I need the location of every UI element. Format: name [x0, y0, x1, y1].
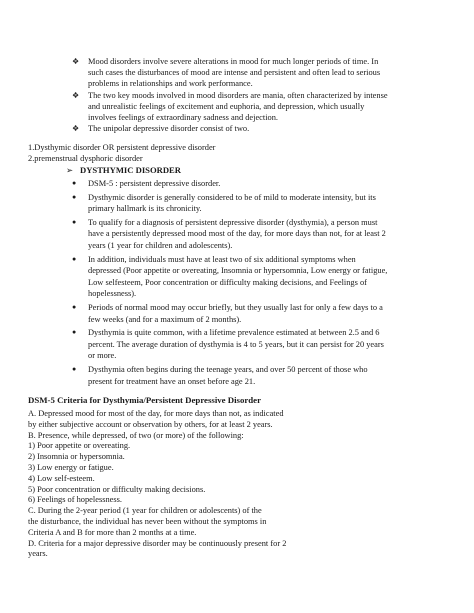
intro-line: involves feelings of extraordinary sadness and dejection.: [88, 113, 279, 123]
bullet-line: Dysthymia often begins during the teenage years, and over 50 percent of those who: [88, 364, 368, 374]
bullet-line: present for treatment have an onset before age 21.: [88, 376, 256, 386]
criteria-line: years.: [28, 549, 48, 559]
criteria-line: 1) Poor appetite or overeating.: [28, 441, 131, 451]
bullet-dot-icon: ●: [72, 302, 77, 311]
criteria-line: the disturbance, the individual has never been without the symptoms in: [28, 516, 267, 526]
intro-line: Mood disorders involve severe alterations in mood for much longer periods of time. In: [88, 57, 379, 66]
bullet-line: Periods of normal mood may occur briefly, but they usually last for only a few days to a: [88, 302, 383, 312]
bullet-line: primary hallmark is its chronicity.: [88, 204, 202, 214]
bullet-line: Low selfesteem, Poor concentration or difficulty making decisions, and Feelings of: [88, 277, 367, 287]
criteria-line: 2) Insomnia or hypersomnia.: [28, 452, 125, 462]
bullet-line: have a persistently depressed mood most of the day, for more days than not, for at least 2: [88, 229, 386, 239]
criteria-line: C. During the 2-year period (1 year for children or adolescents) of the: [28, 506, 262, 516]
criteria-line: 4) Low self-esteem.: [28, 473, 95, 483]
criteria-line: D. Criteria for a major depressive disorder may be continuously present for 2: [28, 538, 287, 548]
intro-bullets: [72, 56, 432, 134]
bullet-dot-icon: ●: [72, 328, 77, 337]
diamond-bullet-icon: ❖: [72, 57, 80, 66]
bullet-line: hopelessness).: [88, 289, 137, 299]
dysthymic-bullets: [72, 178, 428, 389]
bullet-dot-icon: ●: [72, 364, 77, 373]
criteria-line: 3) Low energy or fatigue.: [28, 462, 114, 472]
criteria-line: 6) Feelings of hopelessness.: [28, 495, 122, 505]
intro-line: such cases the disturbances of mood are intense and persistent and often lead to serious: [88, 68, 381, 78]
numbered-item: 2.premenstrual dysphoric disorder: [28, 154, 143, 164]
arrow-bullet-icon: ➢: [66, 165, 74, 175]
criteria-line: 5) Poor concentration or difficulty making decisions.: [28, 484, 206, 494]
bullet-item: [72, 178, 428, 190]
bullet-line: Dysthymia is quite common, with a lifetime prevalence estimated at between 2.5 and 6: [88, 328, 380, 338]
numbered-item: 1.Dysthymic disorder OR persistent depressive disorder: [28, 143, 216, 152]
intro-bullet: [72, 123, 432, 134]
intro-bullet: [72, 56, 432, 90]
intro-line: The two key moods involved in mood disorders are mania, often characterized by intense: [88, 90, 388, 100]
bullet-item: [72, 327, 428, 362]
bullet-line: In addition, individuals must have at least two of six additional symptoms when: [88, 254, 356, 264]
bullet-line: or more.: [88, 351, 117, 361]
bullet-dot-icon: ●: [72, 179, 77, 187]
bullet-item: [72, 302, 428, 325]
bullet-item: [72, 254, 428, 300]
dsm5-criteria-section: [28, 394, 448, 560]
criteria-line: Criteria A and B for more than 2 months at a time.: [28, 527, 197, 537]
section-heading: [66, 165, 181, 176]
diamond-bullet-icon: ❖: [72, 124, 80, 134]
bullet-item: [72, 192, 428, 215]
bullet-line: depressed (Poor appetite or overeating, Insomnia or hypersomnia, Low energy or fatigue,: [88, 266, 388, 276]
bullet-line: percent. The average duration of dysthymia is 4 to 5 years, but it can persist for 20 years: [88, 339, 384, 349]
diamond-bullet-icon: ❖: [72, 90, 80, 100]
intro-line: and unrealistic feelings of excitement and euphoria, and depression, which usually: [88, 101, 365, 111]
bullet-dot-icon: ●: [72, 217, 77, 226]
criteria-title: DSM-5 Criteria for Dysthymia/Persistent Depressive Disorder: [28, 395, 261, 405]
criteria-line: A. Depressed mood for most of the day, for more days than not, as indicated: [28, 409, 284, 418]
bullet-line: years (1 year for children and adolescents).: [88, 240, 233, 250]
bullet-dot-icon: ●: [72, 254, 77, 263]
bullet-dot-icon: ●: [72, 192, 77, 201]
section-heading-text: DYSTHYMIC DISORDER: [80, 165, 181, 175]
bullet-line: To qualify for a diagnosis of persistent depressive disorder (dysthymia), a person must: [88, 217, 378, 227]
bullet-item: [72, 364, 428, 387]
bullet-item: [72, 217, 428, 252]
bullet-line: DSM-5 : persistent depressive disorder.: [88, 179, 221, 188]
criteria-line: by either subjective account or observation by others, for at least 2 years.: [28, 419, 273, 429]
numbered-list: [28, 142, 215, 164]
intro-line: The unipolar depressive disorder consist of two.: [88, 124, 250, 134]
bullet-line: few weeks (and for a maximum of 2 months).: [88, 314, 242, 324]
bullet-line: Dysthymic disorder is generally considered to be of mild to moderate intensity, but its: [88, 192, 376, 202]
intro-bullet: [72, 90, 432, 124]
criteria-line: B. Presence, while depressed, of two (or more) of the following:: [28, 430, 244, 440]
intro-line: problems in relationships and work performance.: [88, 79, 253, 89]
